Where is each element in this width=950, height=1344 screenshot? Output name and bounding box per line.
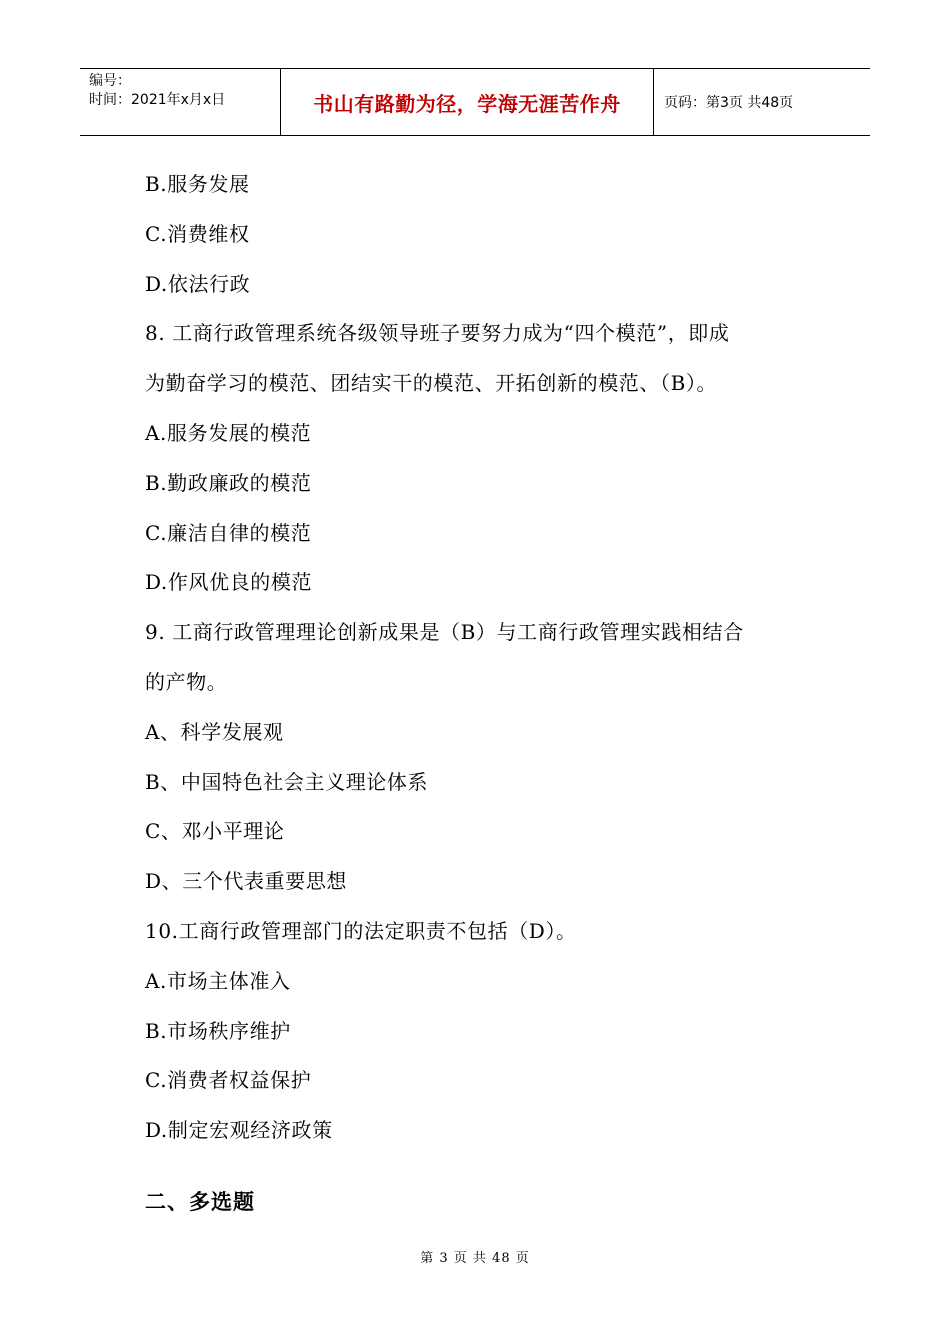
text-line: A、科学发展观 xyxy=(145,719,284,744)
time-label: 时间：2021年x月x日 xyxy=(89,92,226,108)
question-8-line-1: 8. 工商行政管理系统各级领导班子要努力成为“四个模范”，即成 xyxy=(145,321,730,346)
header-page-info-cell xyxy=(654,69,870,135)
text-line: C.消费者权益保护 xyxy=(145,1068,312,1093)
text-line: B.服务发展 xyxy=(145,172,250,196)
document-body xyxy=(145,166,825,1162)
number-label: 编号： xyxy=(89,73,131,89)
text-line: A.服务发展的模范 xyxy=(145,420,312,445)
motto: 书山有路勤为径，学海无涯苦作舟 xyxy=(313,91,621,116)
header-motto-cell xyxy=(281,69,654,135)
text-line: D.依法行政 xyxy=(145,271,251,296)
text-line: A.市场主体准入 xyxy=(145,968,291,993)
text-line: B.市场秩序维护 xyxy=(145,1018,291,1043)
text-line: D.作风优良的模范 xyxy=(145,570,313,595)
page-info: 页码：第3页 共48页 xyxy=(664,95,794,111)
text-line: B.勤政廉政的模范 xyxy=(145,470,312,495)
page-header xyxy=(80,68,870,136)
text-line: C.廉洁自律的模范 xyxy=(145,520,312,545)
question-9-line-2: 的产物。 xyxy=(145,669,228,694)
text-line: D.制定宏观经济政策 xyxy=(145,1118,333,1143)
text-line: B、中国特色社会主义理论体系 xyxy=(145,769,429,794)
text-line: C.消费维权 xyxy=(145,221,250,246)
section-heading: 二、多选题 xyxy=(145,1190,255,1214)
header-meta xyxy=(80,69,281,135)
question-10: 10.工商行政管理部门的法定职责不包括（D）。 xyxy=(145,918,577,943)
page-footer: 第 3 页 共 48 页 xyxy=(420,1251,530,1266)
text-line: D、三个代表重要思想 xyxy=(145,869,348,894)
question-9-line-1: 9. 工商行政管理理论创新成果是（B）与工商行政管理实践相结合 xyxy=(145,620,744,645)
text-line: C、邓小平理论 xyxy=(145,819,285,844)
question-8-line-2: 为勤奋学习的模范、团结实干的模范、开拓创新的模范、（B）。 xyxy=(145,371,718,396)
